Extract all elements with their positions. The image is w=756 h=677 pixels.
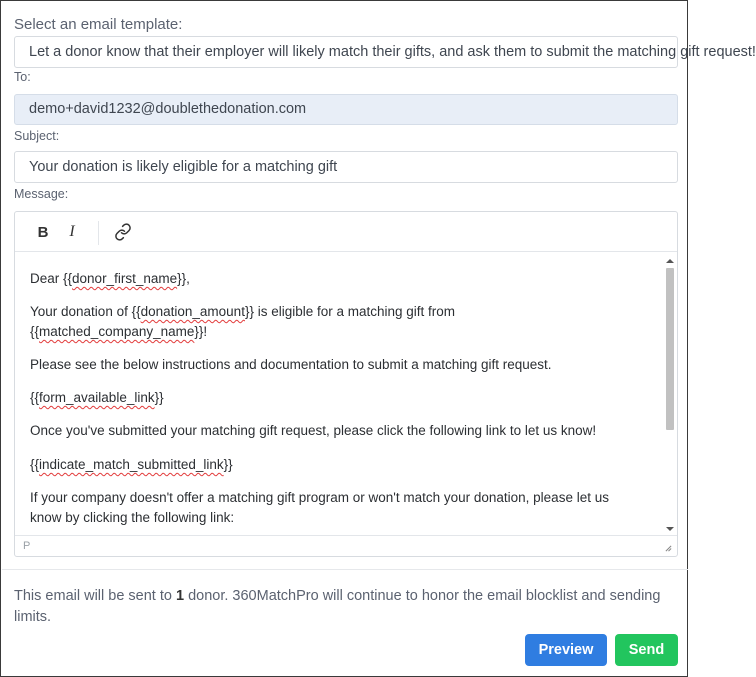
indicate-link-line: {{indicate_match_submitted_link}} xyxy=(30,457,233,472)
toolbar-separator xyxy=(98,221,99,245)
scroll-down-arrow-icon[interactable] xyxy=(666,526,674,532)
scroll-up-arrow-icon[interactable] xyxy=(666,258,674,264)
link-button[interactable] xyxy=(112,221,134,243)
greeting-line: Dear {{donor_first_name}}, xyxy=(30,271,190,286)
message-editor[interactable] xyxy=(14,211,678,557)
link-icon xyxy=(114,223,132,241)
to-field: demo+david1232@doublethedonation.com xyxy=(14,94,678,125)
resize-handle-icon[interactable] xyxy=(665,545,672,552)
company-line: {{matched_company_name}}! xyxy=(30,324,208,339)
editor-content[interactable] xyxy=(15,253,663,535)
send-button[interactable]: Send xyxy=(615,634,678,666)
instructions-line: Please see the below instructions and documentation to submit a matching gift request. xyxy=(30,357,552,372)
subject-input[interactable]: Your donation is likely eligible for a matching gift xyxy=(14,151,678,183)
scrollbar-thumb[interactable] xyxy=(666,268,674,430)
editor-scrollbar[interactable] xyxy=(665,256,675,534)
no-program-line-2: know by clicking the following link: xyxy=(30,510,235,525)
no-program-line: If your company doesn't offer a matching gift program or won't match your donation, please let us xyxy=(30,490,609,505)
donation-line: Your donation of {{donation_amount}} is eligible for a matching gift from xyxy=(30,304,456,319)
editor-status-path: P xyxy=(15,535,677,556)
bold-button[interactable]: B xyxy=(37,223,49,241)
template-select[interactable]: Let a donor know that their employer will likely match their gifts, and ask them to submit the matching gift request! xyxy=(14,36,678,68)
template-label: Select an email template: xyxy=(14,16,183,33)
donor-count: 1 xyxy=(175,588,185,604)
preview-button[interactable]: Preview xyxy=(525,634,607,666)
send-summary-note: This email will be sent to 1 donor. 360MatchPro will continue to honor the email blocklist and sending limits. xyxy=(14,588,661,625)
footer-divider xyxy=(2,569,688,570)
subject-label: Subject: xyxy=(14,129,60,143)
submitted-request-line: Once you've submitted your matching gift request, please click the following link to let us know! xyxy=(30,423,597,438)
editor-toolbar xyxy=(15,212,677,252)
to-label: To: xyxy=(14,70,31,84)
message-label: Message: xyxy=(14,187,69,201)
form-link-line: {{form_available_link}} xyxy=(30,390,164,405)
italic-button[interactable]: I xyxy=(69,223,75,240)
